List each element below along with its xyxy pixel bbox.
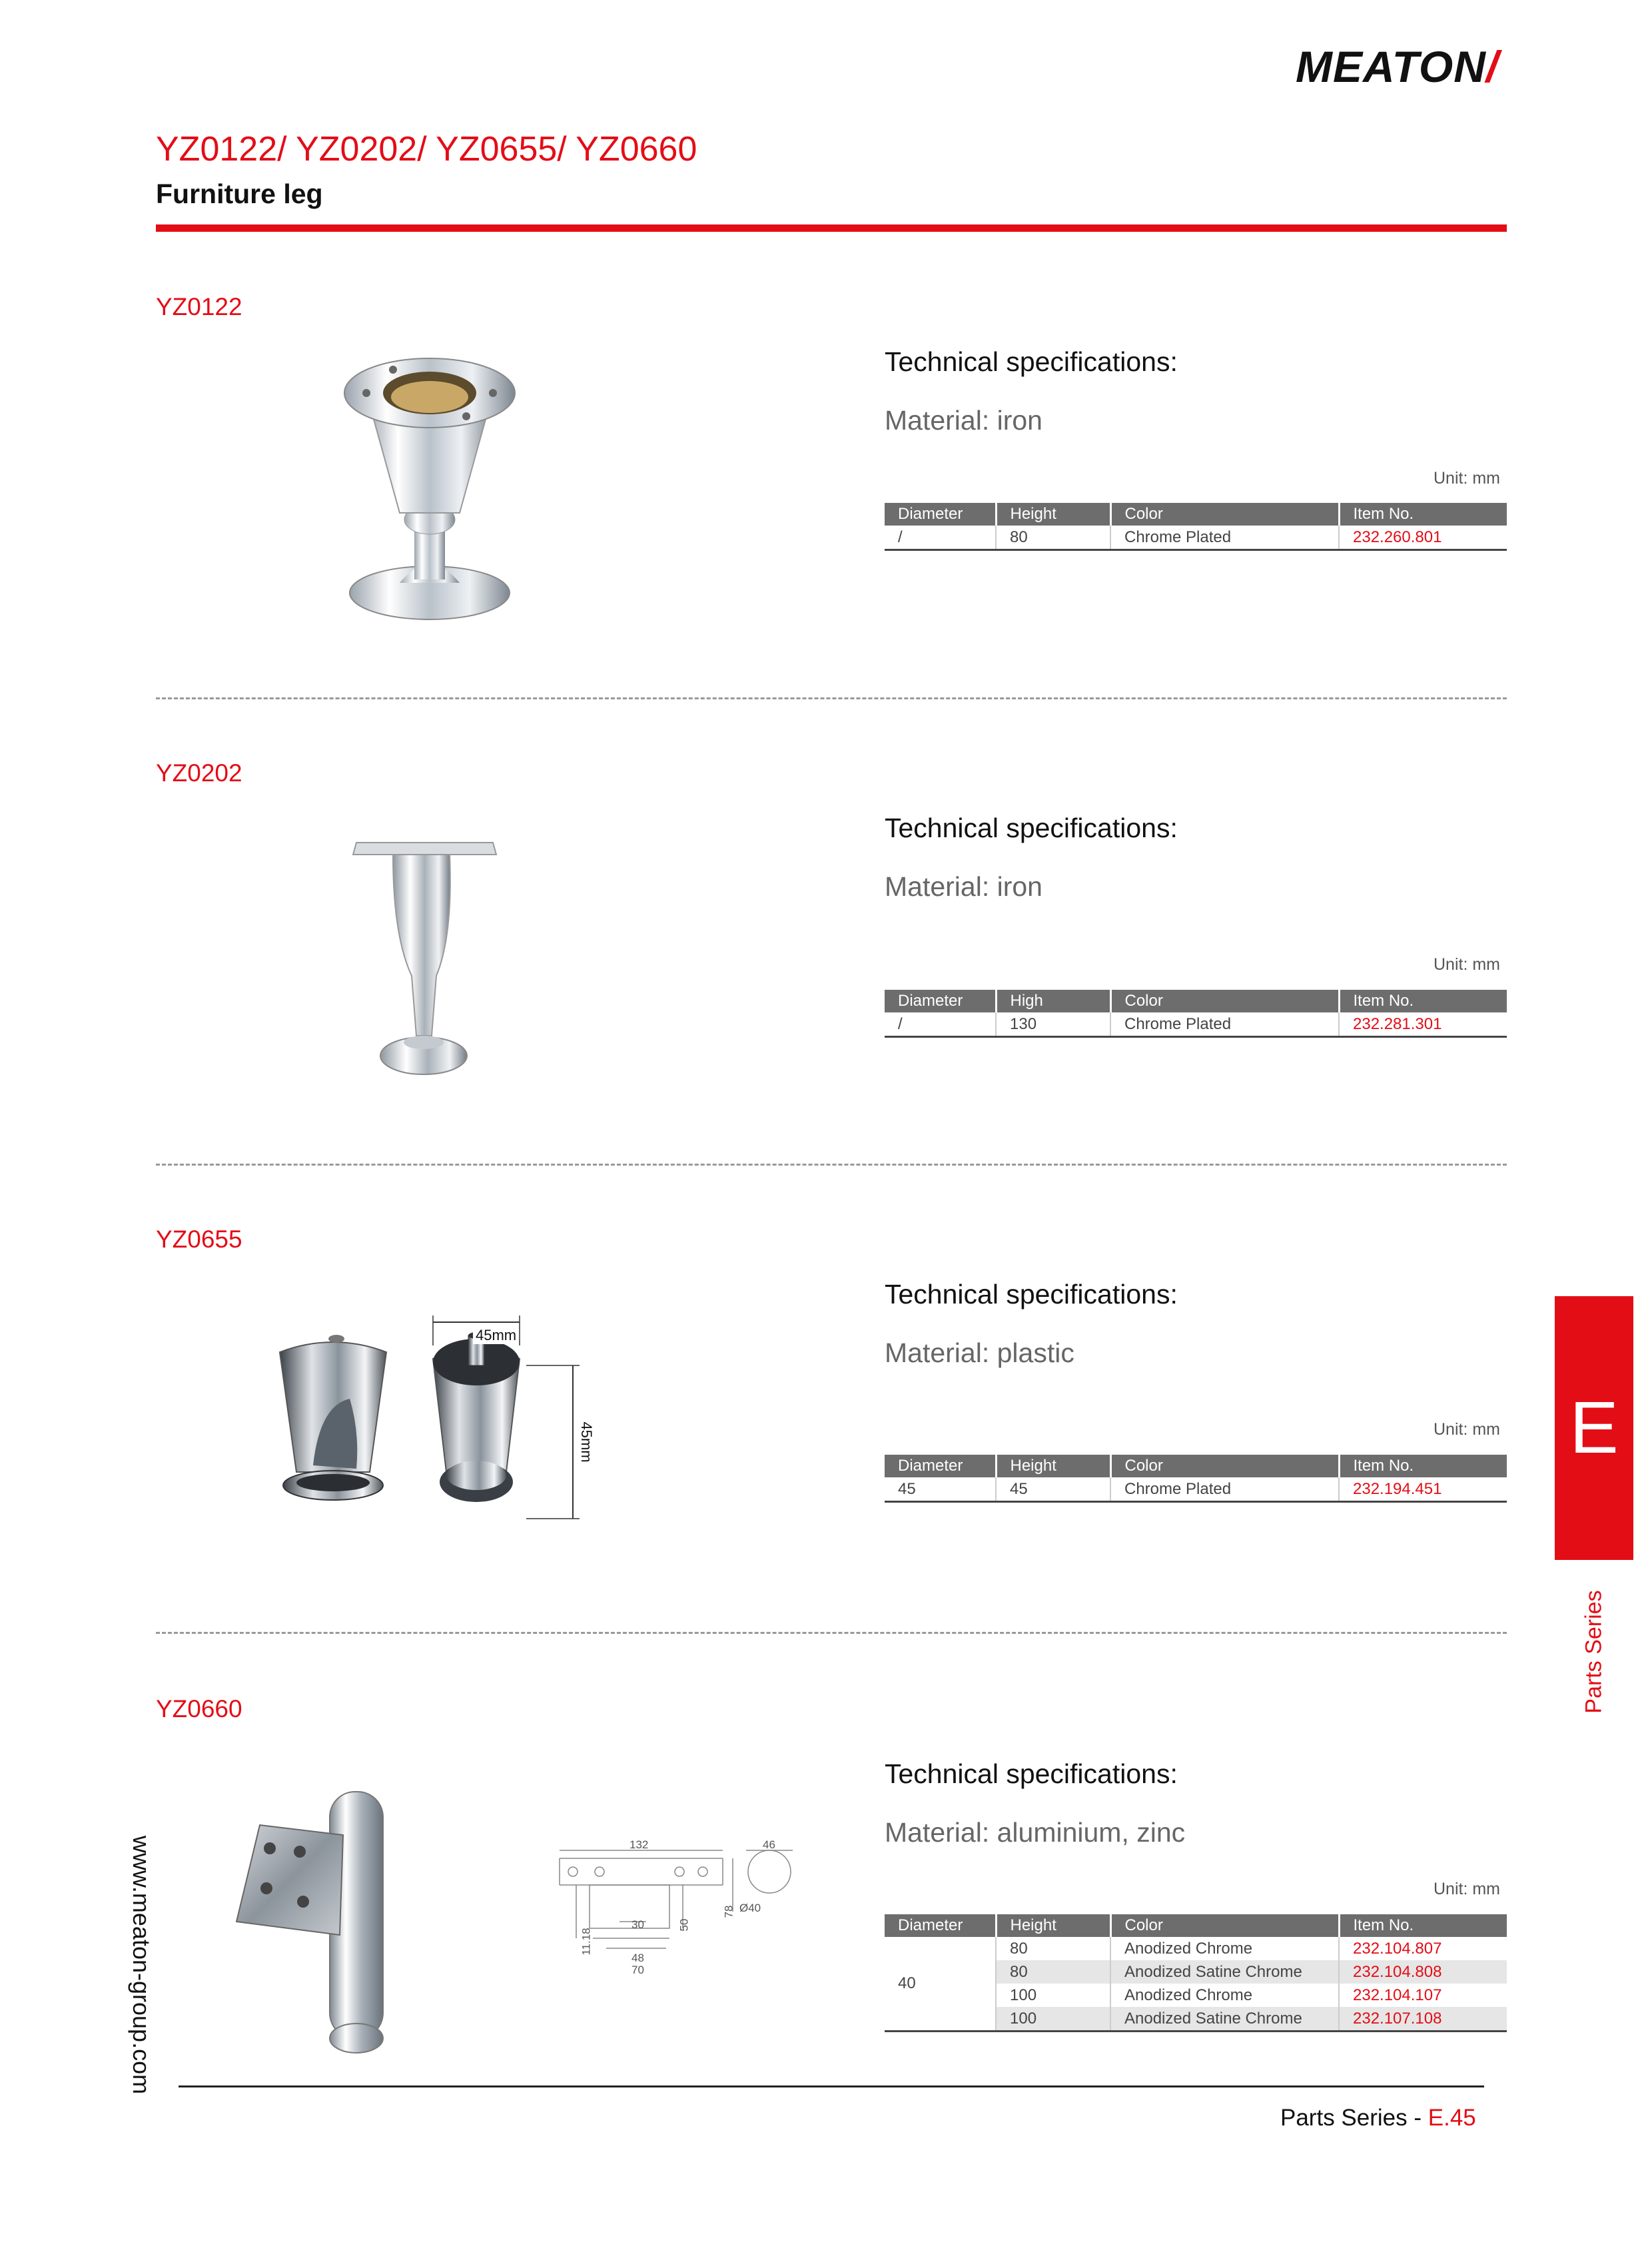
dimension-height: 45mm — [578, 1419, 595, 1465]
spec-table-yz0122 — [885, 503, 1507, 551]
col-header: Height — [996, 1455, 1110, 1477]
page-subtitle: Furniture leg — [156, 179, 323, 209]
cell-diameter: / — [885, 526, 996, 550]
col-header: Diameter — [885, 503, 996, 526]
dim-70: 70 — [631, 1964, 644, 1976]
dim-40: Ø40 — [739, 1902, 761, 1914]
cell-height: 100 — [996, 2007, 1110, 2032]
cell-item-no: 232.281.301 — [1339, 1012, 1507, 1037]
cell-height: 45 — [996, 1477, 1110, 1502]
page-footer: Parts Series - E.45 — [1280, 2105, 1476, 2131]
spec-table-yz0655 — [885, 1455, 1507, 1503]
product-image-yz0655 — [266, 1325, 613, 1525]
cell-height: 80 — [996, 1937, 1110, 1960]
cell-height: 100 — [996, 1984, 1110, 2007]
website-url: www.meaton-group.com — [128, 1835, 155, 2095]
cell-item-no: 232.104.107 — [1353, 1986, 1442, 2004]
col-header: Color — [1110, 1455, 1339, 1477]
material-text: Material: aluminium, zinc — [885, 1817, 1186, 1848]
cell-color: Anodized Satine Chrome — [1110, 1960, 1339, 1984]
cell-diameter: / — [885, 1012, 996, 1037]
title-divider — [156, 224, 1507, 232]
unit-label: Unit: mm — [1434, 1880, 1500, 1898]
col-header: Diameter — [885, 1455, 996, 1477]
product-code: YZ0122 — [156, 293, 242, 320]
unit-label: Unit: mm — [1434, 955, 1500, 974]
col-header: Item No. — [1339, 1455, 1507, 1477]
table-row — [885, 1012, 1507, 1037]
dim-132: 132 — [629, 1838, 649, 1851]
dim-46: 46 — [763, 1838, 775, 1851]
spec-table-yz0660 — [885, 1914, 1507, 2032]
cell-height: 80 — [996, 526, 1110, 550]
dim-48: 48 — [631, 1952, 644, 1964]
material-text: Material: plastic — [885, 1337, 1074, 1368]
col-header: Height — [996, 1914, 1110, 1937]
cell-item-no: 232.107.108 — [1339, 2007, 1507, 2032]
col-header: Height — [996, 503, 1110, 526]
dim-50: 50 — [677, 1918, 691, 1932]
spec-table-yz0202 — [885, 990, 1507, 1038]
table-row — [885, 526, 1507, 550]
section-divider — [156, 1164, 1507, 1166]
section-divider — [156, 1632, 1507, 1634]
product-image-yz0660 — [230, 1785, 436, 2065]
spec-title: Technical specifications: — [885, 1279, 1178, 1309]
dim-78: 78 — [722, 1905, 735, 1918]
cell-height: 130 — [996, 1012, 1110, 1037]
cell-item-no: 232.260.801 — [1339, 526, 1507, 550]
cell-color: Anodized Chrome — [1110, 1937, 1339, 1960]
cell-color: Chrome Plated — [1110, 1012, 1339, 1037]
product-code: YZ0660 — [156, 1695, 242, 1722]
cell-color: Anodized Chrome — [1110, 1984, 1339, 2007]
footer-rule — [179, 2085, 1484, 2087]
col-header: Diameter — [885, 1914, 996, 1937]
unit-label: Unit: mm — [1434, 469, 1500, 488]
section-tab-label: Parts Series — [1581, 1590, 1607, 1714]
spec-title: Technical specifications: — [885, 813, 1178, 843]
cell-item-no: 232.104.808 — [1339, 1960, 1507, 1984]
spec-title: Technical specifications: — [885, 1758, 1178, 1789]
col-header: Color — [1110, 990, 1339, 1012]
cell-item-no: 232.104.807 — [1353, 1939, 1442, 1958]
cell-diameter: 45 — [885, 1477, 996, 1502]
col-header: Diameter — [885, 990, 996, 1012]
product-image-yz0122 — [340, 353, 520, 626]
brand-logo: MEATON/ — [1296, 42, 1499, 91]
product-code: YZ0202 — [156, 759, 242, 787]
cell-color: Chrome Plated — [1110, 1477, 1339, 1502]
col-header: Item No. — [1339, 990, 1507, 1012]
dim-11-18: 11.18 — [580, 1928, 593, 1956]
product-code: YZ0655 — [156, 1226, 242, 1253]
unit-label: Unit: mm — [1434, 1420, 1500, 1439]
cell-diameter: 40 — [885, 1937, 996, 2032]
spec-title: Technical specifications: — [885, 346, 1178, 377]
col-header: Color — [1110, 503, 1339, 526]
col-header: Item No. — [1339, 1914, 1507, 1937]
material-text: Material: iron — [885, 405, 1042, 436]
col-header: Item No. — [1339, 503, 1507, 526]
dimension-width: 45mm — [473, 1327, 519, 1344]
cell-item-no: 232.194.451 — [1339, 1477, 1507, 1502]
material-text: Material: iron — [885, 871, 1042, 902]
dim-30: 30 — [631, 1918, 644, 1931]
cell-color: Anodized Satine Chrome — [1110, 2007, 1339, 2032]
table-row — [885, 1937, 1507, 1960]
table-row — [885, 1477, 1507, 1502]
cell-color: Chrome Plated — [1110, 526, 1339, 550]
col-header: High — [996, 990, 1110, 1012]
col-header: Color — [1110, 1914, 1339, 1937]
page-title: YZ0122/ YZ0202/ YZ0655/ YZ0660 — [156, 130, 697, 169]
product-image-yz0202 — [353, 836, 500, 1082]
section-tab: E — [1555, 1296, 1633, 1560]
section-divider — [156, 697, 1507, 699]
cell-height: 80 — [996, 1960, 1110, 1984]
